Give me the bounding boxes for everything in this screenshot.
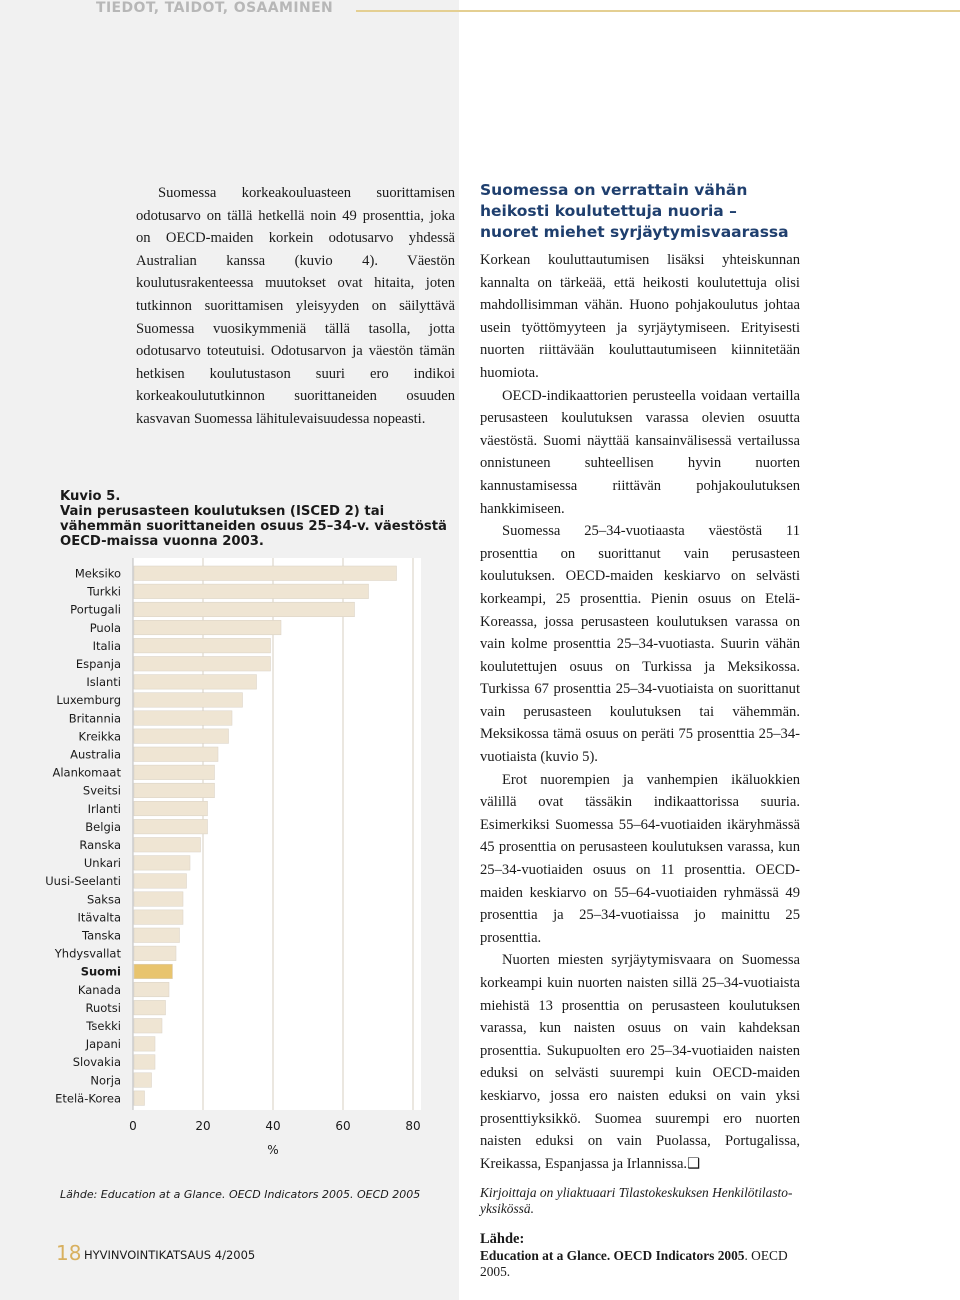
figure-source: Lähde: Education at a Glance. OECD Indicators 2005. OECD 2005: [60, 1188, 421, 1201]
x-tick-label: 80: [405, 1119, 421, 1133]
bar: [134, 964, 173, 979]
category-label: Kanada: [77, 982, 121, 997]
bar: [134, 765, 215, 780]
category-label: Australia: [70, 747, 121, 762]
right-text-column: [480, 180, 800, 1280]
category-label: Belgia: [85, 819, 121, 834]
category-label: Portugali: [70, 602, 121, 617]
category-label: Puola: [89, 620, 121, 635]
source-heading: Lähde:: [480, 1231, 525, 1248]
bar-chart: [0, 0, 459, 1180]
publication-name: HYVINVOINTIKATSAUS 4/2005: [84, 1248, 256, 1262]
bar: [134, 982, 169, 997]
bar: [134, 819, 208, 834]
category-label: Alankomaat: [52, 765, 121, 780]
bar: [134, 928, 180, 943]
category-label: Itävalta: [77, 910, 121, 925]
bar: [134, 1091, 145, 1106]
bar: [134, 892, 183, 907]
section-header: TIEDOT, TAIDOT, OSAAMINEN: [96, 0, 334, 16]
bar: [134, 801, 208, 816]
body-paragraph: Suomessa 25–34-vuotiaasta väestöstä 11 prosenttia on suorittanut vain perusasteen koulutuksen. OECD-maiden keskiarvo on selvästi korkeampi, 25 prosenttia. Pienin osuus on Etelä-Koreassa, jossa perusasteen koulutuksen varassa on vain kolme prosenttia 25–34-vuotiasta. Suurin vähän koulutettujen osuus on Turkissa ja Meksikossa. Turkissa 67 prosenttia 25–34-vuotiaista on suorittanut vain perusasteen koulutuksen tai vähemmän. Meksikossa tämä osuus on peräti 75 prosenttia 25–34-vuotiaista (kuvio 5).: [480, 523, 800, 766]
category-label: Espanja: [75, 657, 121, 671]
body-paragraph: Suomessa korkeakouluasteen suorittamisen odotusarvo on tällä hetkellä noin 49 prosenttia, joka on OECD-maiden korkein odotusarvo yhdessä Australian kanssa (kuvio 4). Väestön koulutusrakenteessa muutokset ovat hitaita, joten tutkinnon suorittamisen yleisyyden on säilyttävä Suomessa vuosikymmeniä tällä tasolla, jotta odotusarvo toteutuisi. Odotusarvon ja väestön tämän hetkisen koulutustason suuri ero indikoi korkeakoulututkinnon suorittaneiden osuuden kasvavan Suomessa lähitulevaisuudessa nopeasti.: [136, 185, 455, 427]
x-tick-label: 60: [335, 1119, 351, 1133]
bar: [134, 874, 187, 889]
bar: [134, 602, 355, 617]
category-label: Irlanti: [87, 801, 121, 816]
category-label: Ranska: [79, 838, 121, 852]
bar: [134, 783, 215, 798]
category-label: Suomi: [80, 964, 121, 979]
bar: [134, 729, 229, 744]
category-label: Etelä-Korea: [55, 1091, 121, 1106]
bar: [134, 1055, 155, 1070]
bar: [134, 675, 257, 690]
bar: [134, 620, 281, 635]
category-label: Kreikka: [78, 729, 121, 744]
x-tick-label: 20: [195, 1119, 211, 1133]
bar: [134, 910, 183, 925]
bar: [134, 1000, 166, 1015]
category-label: Yhdysvallat: [54, 946, 121, 961]
x-tick-label: 0: [129, 1119, 137, 1133]
bar: [134, 946, 176, 961]
page-number: 18: [56, 1241, 82, 1265]
source-publisher: . OECD 2005.: [480, 1248, 788, 1280]
bar: [134, 747, 218, 762]
category-label: Slovakia: [72, 1055, 121, 1070]
category-label: Sveitsi: [82, 783, 121, 798]
source-text: [480, 1248, 800, 1280]
bar: [134, 584, 369, 599]
body-paragraph: Erot nuorempien ja vanhempien ikäluokkien välillä ovat tässäkin indikaattorissa suuria. Esimerkiksi Suomessa 55–64-vuotiaiden ikäryhmässä 45 prosenttia on perusasteen koulutuksen varassa, kun 25–34-vuotiaiden osuus on 11 prosenttia. OECD-maiden keskiarvo on 55–64-vuotiaiden ryhmässä 49 prosenttia ja 25–34-vuotiaissa jo mainittu 25 prosenttia.: [480, 771, 800, 946]
author-note: Kirjoittaja on yliaktuaari Tilastokeskuksen Henkilötilasto-yksikössä.: [480, 1185, 793, 1217]
body-paragraph: OECD-indikaattorien perusteella voidaan vertailla perusasteen koulutuksen varassa olevien osuutta väestöstä. Suomi näyttää kansainvälisessä vertailussa onnistuneen suhteellisen hyvin nuorten kannustamisessa riittävän pohjakoulutuksen hankkimiseen.: [480, 387, 800, 517]
bar: [134, 1019, 162, 1034]
category-label: Norja: [90, 1073, 121, 1088]
category-label: Luxemburg: [56, 693, 121, 708]
category-label: Italia: [92, 638, 121, 653]
bar: [134, 693, 243, 708]
category-label: Saksa: [86, 892, 121, 907]
category-label: Uusi-Seelanti: [45, 874, 121, 889]
bar: [134, 838, 201, 853]
category-label: Ruotsi: [85, 1000, 121, 1015]
source-title: Education at a Glance. OECD Indicators 2005: [480, 1248, 745, 1264]
figure-title-text: Kuvio 5. Vain perusasteen koulutuksen (ISCED 2) tai vähemmän suorittaneiden osuus 25–34-v. väestöstä OECD-maissa vuonna 2003.: [60, 489, 447, 549]
category-label: Meksiko: [74, 566, 121, 581]
category-label: Tsekki: [86, 1019, 121, 1033]
category-label: Turkki: [87, 584, 121, 599]
x-axis-label: %: [267, 1143, 279, 1157]
bar: [134, 856, 190, 871]
bar: [134, 1073, 152, 1088]
bar: [134, 657, 271, 672]
x-tick-label: 40: [265, 1119, 281, 1133]
category-label: Britannia: [68, 711, 121, 726]
body-paragraph: Nuorten miesten syrjäytymisvaara on Suomessa korkeampi kuin nuorten naisten sillä 25–34-vuotiaista miehistä 13 prosenttia on perusasteen koulutuksen varassa, kun naisten osuus on vain kahdeksan prosenttia. Sukupuolten ero 25–34-vuotiaiden naisten eduksi on selvästi suurempi kuin OECD-maiden keskiarvo, jossa ero naisten eduksi on vain yksi prosenttiyksikkö. Suomea suurempi ero nuorten naisten eduksi on vain Puolassa, Portugalissa, Kreikassa, Espanjassa ja Irlannissa.❑: [480, 952, 800, 1172]
category-label: Islanti: [86, 675, 121, 690]
body-paragraph: Korkean kouluttautumisen lisäksi yhteiskunnan kannalta on tärkeää, että heikosti koulutettuja olisi mahdollisimman vähän. Huono pohjakoulutus johtaa usein työttömyyteen ja syrjäytymiseen. Erityisesti nuorten riittävään kouluttautumiseen kiinnitetään huomiota.: [480, 252, 800, 381]
category-label: Tanska: [82, 928, 121, 943]
bar: [134, 711, 232, 726]
bar: [134, 566, 397, 581]
category-label: Unkari: [83, 856, 121, 871]
bar: [134, 638, 271, 653]
bar: [134, 1037, 155, 1052]
section-heading: Suomessa on verrattain vähän heikosti koulutettuja nuoria – nuoret miehet syrjäytymisvaarassa: [480, 181, 789, 241]
category-label: Japani: [85, 1037, 121, 1052]
